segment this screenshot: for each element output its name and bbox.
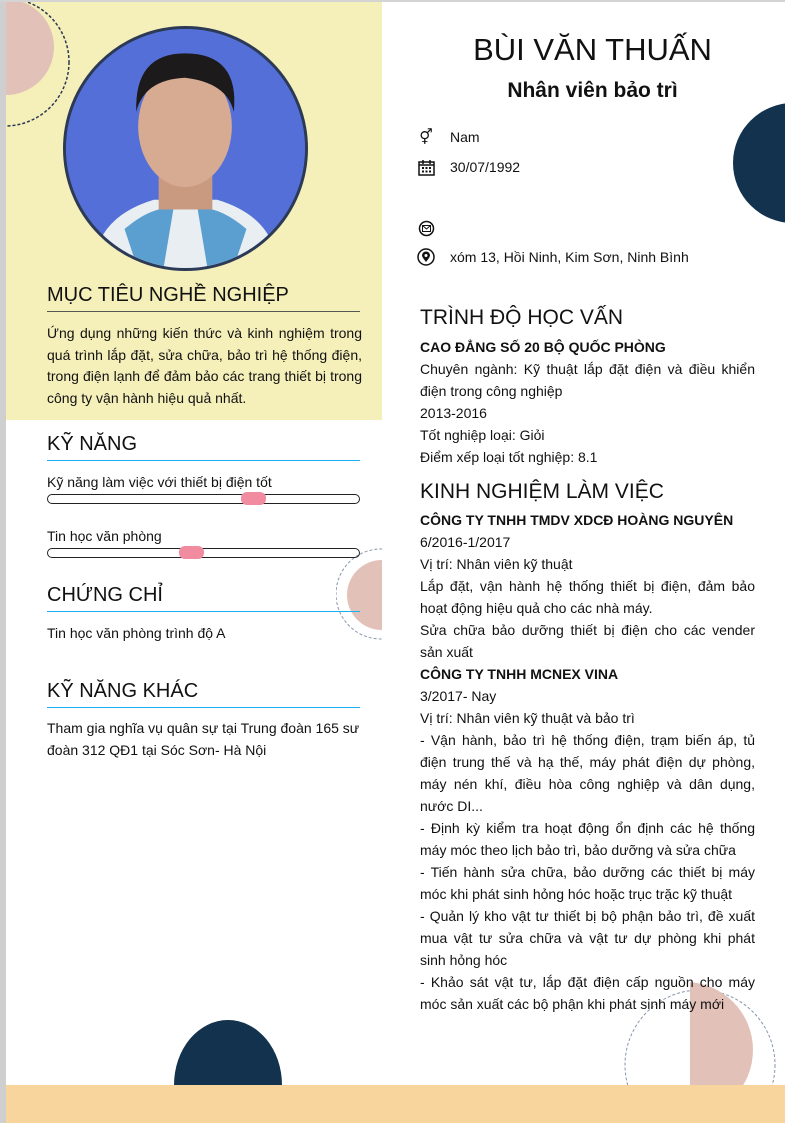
calendar-icon	[417, 158, 435, 176]
objective-text: Ứng dụng những kiến thức và kinh nghiệm trong quá trình lắp đặt, sửa chữa, bảo trì hệ thống điện, trong điện lạnh để đảm bảo các trang thiết bị trong công ty vận hành hiệu quả nhất.	[47, 325, 362, 406]
address-text: xóm 13, Hồi Ninh, Kim Sơn, Ninh Bình	[450, 249, 689, 265]
skill-level-marker	[179, 546, 204, 559]
company-name: CÔNG TY TNHH TMDV XDCĐ HOÀNG NGUYÊN	[420, 512, 734, 528]
profile-photo	[63, 26, 308, 271]
skill-label: Tin học văn phòng	[47, 528, 162, 544]
other-skills-text: Tham gia nghĩa vụ quân sự tại Trung đoàn 165 sư đoàn 312 QĐ1 tại Sóc Sơn- Hà Nội	[47, 720, 360, 758]
job-line: 6/2016-1/2017	[420, 534, 511, 550]
certificates-text: Tin học văn phòng trình độ A	[47, 625, 226, 641]
birthdate-row	[417, 158, 520, 176]
skills-heading: KỸ NĂNG	[47, 433, 360, 461]
job-line: - Vận hành, bảo trì hệ thống điện, trạm biến áp, tủ điện trung thế và hạ thế, máy phát điện dự phòng, máy nén khí, điều hòa công nghiệp và dân dụng, nước DI...	[420, 732, 755, 814]
job-line: - Định kỳ kiểm tra hoạt động ổn định các hệ thống máy móc theo lịch bảo trì, bảo dưỡng và sửa chữa	[420, 820, 755, 858]
skill-label: Kỹ năng làm việc với thiết bị điện tốt	[47, 474, 272, 490]
job-line: 3/2017- Nay	[420, 688, 497, 704]
certificates-heading: CHỨNG CHỈ	[47, 584, 360, 612]
skill-bar	[47, 494, 360, 504]
email-row	[417, 219, 450, 237]
gender-text: Nam	[450, 129, 480, 145]
job-line: - Quản lý kho vật tư thiết bị bộ phận bảo trì, đề xuất mua vật tư sửa chữa và vật tư dự phòng khi phát sinh hỏng hóc	[420, 908, 755, 968]
company-name: CÔNG TY TNHH MCNEX VINA	[420, 666, 619, 682]
gender-row	[417, 128, 480, 146]
page-top-edge	[0, 0, 785, 2]
education-heading: TRÌNH ĐỘ HỌC VẤN	[420, 306, 624, 329]
gender-icon: ⚥	[419, 129, 433, 146]
education-line: Tốt nghiệp loại: Giỏi	[420, 427, 545, 443]
location-icon	[417, 248, 435, 266]
skill-bar	[47, 548, 360, 558]
deco-circle-navy-right	[733, 103, 785, 223]
experience-block	[420, 509, 755, 1015]
job-line: - Khảo sát vật tư, lắp đặt điện cấp nguồn cho máy móc sản xuất các bộ phận khi phát sinh máy mới	[420, 974, 755, 1012]
job-title: Nhân viên bảo trì	[507, 79, 678, 102]
skill-level-marker	[241, 492, 266, 505]
job-line: Vị trí: Nhân viên kỹ thuật	[420, 556, 573, 572]
job-line: - Tiến hành sửa chữa, bảo dưỡng các thiết bị máy móc khi phát sinh hỏng hóc hoặc trục trặc kỹ thuật	[420, 864, 755, 902]
school-name: CAO ĐẲNG SỐ 20 BỘ QUỐC PHÒNG	[420, 339, 666, 355]
education-line: 2013-2016	[420, 405, 487, 421]
candidate-name: BÙI VĂN THUẤN	[473, 32, 712, 67]
job-line: Lắp đặt, vận hành hệ thống thiết bị điện, đảm bảo hoạt động hiệu quả cho các nhà máy.	[420, 578, 755, 616]
deco-circle-pink-top	[0, 0, 54, 95]
other-skills-heading: KỸ NĂNG KHÁC	[47, 680, 360, 708]
education-line: Chuyên ngành: Kỹ thuật lắp đặt điện và điều khiển điện trong công nghiệp	[420, 361, 755, 399]
page-edge	[0, 0, 6, 1123]
address-row	[417, 248, 689, 266]
footer-bar	[6, 1085, 785, 1123]
experience-heading: KINH NGHIỆM LÀM VIỆC	[420, 480, 664, 503]
job-line: Sửa chữa bảo dưỡng thiết bị điện cho các vender sản xuất	[420, 622, 755, 660]
objective-heading: MỤC TIÊU NGHỀ NGHIỆP	[47, 284, 360, 312]
education-line: Điểm xếp loại tốt nghiệp: 8.1	[420, 449, 598, 465]
birthdate-text: 30/07/1992	[450, 159, 521, 175]
email-icon	[417, 219, 435, 237]
education-block	[420, 336, 755, 468]
job-line: Vị trí: Nhân viên kỹ thuật và bảo trì	[420, 710, 635, 726]
deco-circle-navy-bottom	[174, 1020, 282, 1085]
